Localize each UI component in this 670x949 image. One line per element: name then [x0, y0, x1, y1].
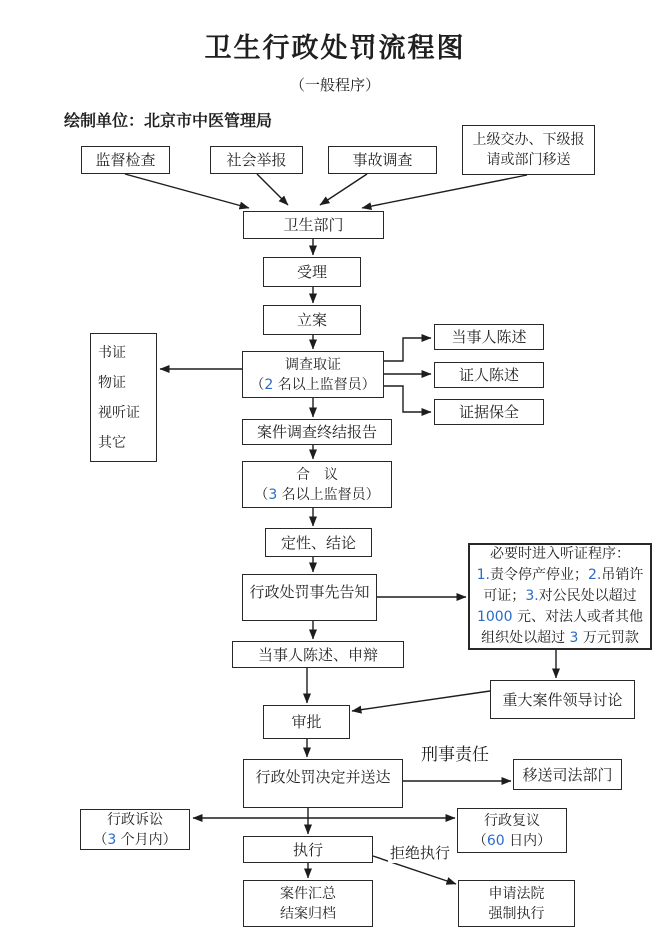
node-label: 申请法院 强制执行 — [488, 885, 545, 922]
node-label: 行政处罚事先告知 — [249, 583, 370, 601]
number-highlight: 3 — [569, 630, 579, 646]
number-highlight: 2 — [264, 376, 274, 393]
node-judicial-transfer — [513, 759, 622, 790]
node-administrative-reconsideration — [457, 808, 567, 853]
node-label: 立案 — [296, 311, 327, 329]
node-label: 移送司法部门 — [522, 765, 613, 784]
number-highlight: 60 — [486, 832, 505, 849]
node-label: 审批 — [291, 713, 322, 731]
node-label: 受理 — [296, 263, 327, 281]
node-party-statement — [434, 324, 544, 350]
node-label: 卫生部门 — [283, 216, 344, 234]
number-highlight: 3 — [107, 831, 117, 848]
node-major-case-discussion — [490, 680, 635, 719]
node-label: 书证 物证 视听证 其它 — [98, 344, 140, 451]
node-evidence-types — [90, 333, 157, 462]
node-label: 合 议 （3 名以上监督员） — [254, 466, 380, 503]
node-label: 事故调查 — [352, 151, 413, 169]
node-witness-statement — [434, 362, 544, 388]
edge-label-criminal-liability: 刑事责任 — [419, 740, 491, 765]
node-label: 证人陈述 — [458, 366, 519, 384]
number-highlight: 1000 — [476, 609, 513, 625]
node-decision-delivery — [243, 759, 403, 808]
node-label: 定性、结论 — [280, 533, 356, 552]
node-hearing-procedure — [468, 543, 652, 650]
node-deliberation — [242, 461, 392, 508]
node-label: 调查取证 （2 名以上监督员） — [250, 356, 376, 393]
node-label: 必要时进入听证程序： 1.责令停产停业；2.吊销许 可证；3.对公民处以超过 1000 元、对法人或者其他 组织处以超过 3 万元罚款 — [476, 546, 644, 646]
node-label: 上级交办、下级报 请或部门移送 — [472, 132, 585, 168]
node-label: 行政复议 （60 日内） — [472, 812, 552, 849]
node-execution — [243, 836, 373, 863]
node-accident-investigation — [328, 146, 437, 174]
node-label: 行政诉讼 （3 个月内） — [93, 811, 177, 848]
node-investigation — [242, 351, 384, 398]
node-evidence-preservation — [434, 399, 544, 425]
number-highlight: 3 — [268, 486, 278, 503]
node-label: 案件汇总 结案归档 — [280, 885, 336, 922]
node-court-enforcement — [458, 880, 575, 927]
node-label: 当事人陈述 — [451, 328, 527, 346]
node-party-defense — [232, 641, 404, 668]
connector-major-to-approval — [352, 691, 490, 711]
node-label: 当事人陈述、申辩 — [257, 645, 378, 664]
node-label: 行政处罚决定并送达 — [255, 768, 391, 786]
number-highlight: 2. — [588, 567, 602, 583]
node-label: 社会举报 — [226, 151, 287, 169]
node-case-archive — [243, 880, 373, 927]
node-approval — [263, 705, 350, 739]
edge-label-refuse-execute: 拒绝执行 — [389, 844, 450, 862]
page-title: 卫生行政处罚流程图 — [204, 33, 466, 64]
node-label: 证据保全 — [458, 403, 519, 421]
node-investigation-report — [242, 419, 392, 445]
node-superior-assignment — [462, 125, 595, 175]
node-public-report — [210, 146, 303, 174]
node-label: 执行 — [292, 840, 323, 859]
node-administrative-litigation — [80, 809, 190, 850]
node-label: 监督检查 — [95, 151, 156, 169]
number-highlight: 3. — [525, 588, 539, 604]
node-health-department — [243, 211, 384, 239]
node-supervise-check — [81, 146, 170, 174]
node-acceptance — [263, 257, 361, 287]
connector-report-to-health — [257, 174, 288, 205]
node-label: 案件调查终结报告 — [256, 423, 377, 441]
connector-accident-to-health — [320, 174, 367, 205]
connector-investigation-to-party — [384, 338, 431, 361]
number-highlight: 1. — [476, 567, 490, 583]
connector-investigation-to-preservation — [384, 386, 431, 412]
credit-line: 绘制单位：北京市中医管理局 — [64, 111, 273, 130]
node-conclusion — [265, 528, 372, 557]
connector-supervise-to-health — [125, 174, 249, 208]
node-label: 重大案件领导讨论 — [502, 690, 623, 709]
node-case-filing — [263, 305, 361, 335]
page-subtitle: （一般程序） — [289, 76, 380, 94]
connector-superior-to-health — [362, 175, 527, 208]
node-prior-notice — [242, 574, 377, 621]
